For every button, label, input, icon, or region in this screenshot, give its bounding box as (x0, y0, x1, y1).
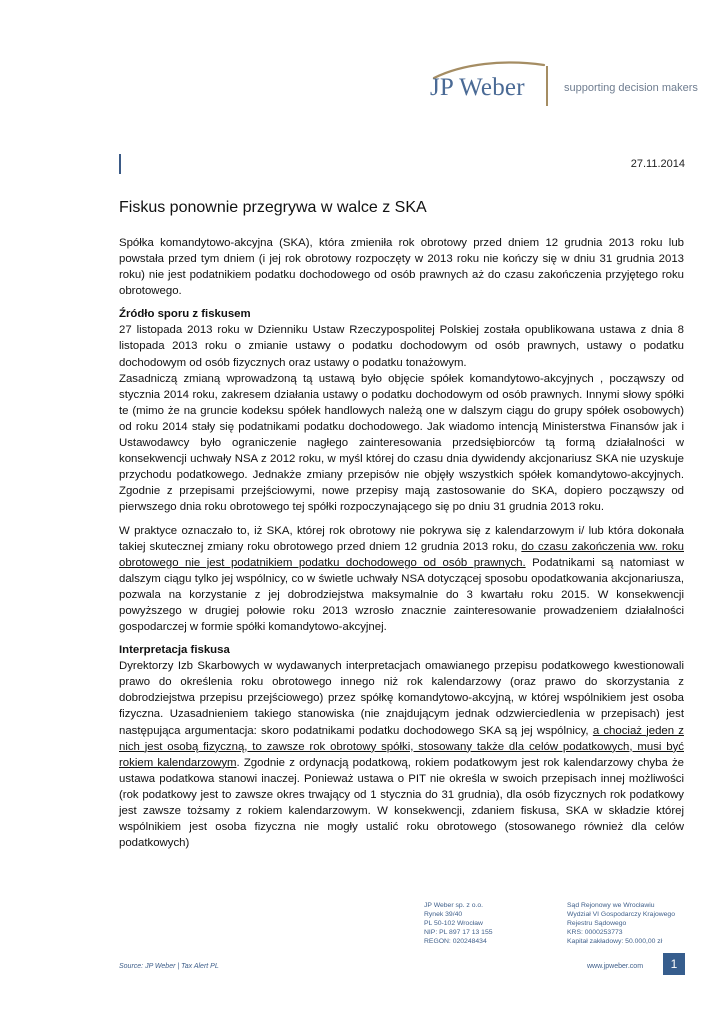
footer-company-line: REGON: 020248434 (424, 937, 487, 945)
footer-court-line: Sąd Rejonowy we Wrocławiu (567, 902, 655, 909)
interpretation-text-start: Dyrektorzy Izb Skarbowych w wydawanych interpretacjach omawianego przepisu podatkowego kwestionowali prawo do określenia roku obrotowego innego niż rok kalendarzowy (oraz prawo do skorzystania z dobrodziejstwa przepisu przejściowego) przez spółkę komandytowo-akcyjną, w której wspólnikiem jest osoba fizyczna. Uzasadnieniem takiego stanowiska (nie znajdującym jednak odzwierciedlenia w przepisach) jest następująca argumentacja: skoro podatnikami podatku dochodowego SKA są jej wspólnicy, (119, 660, 684, 737)
interpretation-paragraph (119, 658, 684, 851)
footer-website-link[interactable]: www.jpweber.com (587, 963, 644, 970)
jp-weber-logo (428, 58, 698, 114)
practice-text-end: Podatnikami są natomiast w dalszym ciągu tylko jej wspólnicy, co w świetle uchwały NSA dotyczącej sposobu opodatkowania akcjonariusza, pozwala na korzystanie z jej dobrodziejstwa maksymalnie do 3 kwartału roku 2015. W konsekwencji powyższego w drugiej połowie roku 2013 wzrosło znacznie zainteresowanie prowadzeniem działalności gospodarczej w formie spółki komandytowo-akcyjnej. (119, 556, 684, 634)
footer-company-line: Rynek 39/40 (424, 910, 463, 918)
footer-court-line: KRS: 0000253773 (567, 928, 623, 936)
page-number-badge: 1 (663, 953, 685, 975)
interpretation-underlined-text: a chociaż jeden z nich jest osobą fizyczną, to zawsze rok obrotowy spółki, stosowany także dla celów podatkowych, musi być rokiem kalendarzowym (119, 724, 684, 769)
footer-company-line: NIP: PL 897 17 13 155 (424, 928, 493, 936)
section1-paragraph-1: 27 listopada 2013 roku w Dzienniku Ustaw Rzeczypospolitej Polskiej została opublikowana ustawa z dnia 8 listopada 2013 roku o zmianie ustawy o podatku dochodowym od osób prawnych, ustawy o podatku dochodowym od osób fizycznych oraz ustawy o podatku tonażowym. (119, 324, 684, 369)
interpretation-text-end: . Zgodnie z ordynacją podatkową, rokiem podatkowym jest rok kalendarzowy chyba że ustawa podatkowa stanowi inaczej. Ponieważ ustawa o PIT nie określa w swoich przepisach innej możliwości (rok podatkowy jest to zawsze okres trwający od 1 stycznia do 31 grudnia), dla osób fizycznych rok podatkowy jest zawsze tożsamy z rokiem kalendarzowym. W konsekwencji, zdaniem fiskusa, SKA w składzie której wspólnikiem jest osoba fizyczna nie mogły ustalić roku obrotowego (stosowanego również dla celów podatkowych) (119, 756, 684, 850)
date-marker-bar (119, 154, 121, 174)
footer-court-line: Kapitał zakładowy: 50.000,00 zł (567, 937, 663, 945)
section1-paragraph-2: Zasadniczą zmianą wprowadzoną tą ustawą było objęcie spółek komandytowo-akcyjnych , począwszy od stycznia 2014 roku, zakresem działania ustawy o podatku dochodowym od osób prawnych. Innymi słowy spółki te (mimo że na gruncie kodeksu spółek handlowych należą one w dalszym ciągu do grupy spółek osobowych) od roku 2014 stały się podatnikami podatku dochodowego. Jak wiadomo intencją Ministerstwa Finansów jak i Ustawodawcy było ograniczenie nagłego zainteresowania przedsiębiorców tą formą działalności w konsekwencji uchwały NSA z 2012 roku, w myśl której do czasu dnia dywidendy akcjonariusz SKA nie uzyskuje przychodu podatkowego. Jednakże zmiany przepisów nie objęły wszystkich spółek komandytowo-akcyjnych. Zgodnie z przepisami przejściowymi, nowe przepisy mają zastosowanie do SKA, dopiero począwszy od pierwszego dnia roku obrotowego tej spółki rozpoczynającego się po dniu 31 grudnia 2013 roku. (119, 372, 684, 514)
intro-paragraph: Spółka komandytowo-akcyjna (SKA), która zmieniła rok obrotowy przed dniem 12 grudnia 2013 roku lub powstała przed tym dniem (i jej rok obrotowy rozpoczęty w 2013 roku nie kończy się w dniu 31 grudnia 2013 roku) nie jest podatnikiem podatku dochodowego od osób prawnych aż do czasu zakończenia przyjętego roku obrotowego. (119, 237, 684, 298)
practice-underlined-text: do czasu zakończenia ww. roku obrotowego nie jest podatnikiem podatku dochodowego od osób prawnych. (119, 540, 684, 569)
section-heading-tax-interpretation: Interpretacja fiskusa (119, 644, 230, 657)
footer-company-address (424, 902, 493, 947)
logo-tagline: supporting decision makers (564, 82, 698, 94)
logo-brand-text: JP Weber (430, 74, 525, 101)
footer-court-line: Wydział VI Gospodarczy Krajowego (567, 910, 675, 918)
section-heading-source-of-dispute: Źródło sporu z fiskusem (119, 308, 251, 321)
footer-company-line: PL 50-102 Wrocław (424, 919, 483, 927)
practice-paragraph (119, 523, 684, 636)
footer-company-line: JP Weber sp. z o.o. (424, 902, 484, 909)
document-body (119, 235, 684, 858)
logo-divider (546, 66, 548, 106)
footer-source: Source: JP Weber | Tax Alert PL (119, 963, 219, 970)
document-title: Fiskus ponownie przegrywa w walce z SKA (119, 199, 427, 216)
document-date: 27.11.2014 (630, 158, 685, 170)
practice-text-start: W praktyce oznaczało to, iż SKA, której rok obrotowy nie pokrywa się z kalendarzowym i/ lub która dokonała takiej skutecznej zmiany roku obrotowego przed dniem 12 grudnia 2013 roku, (119, 524, 684, 553)
footer-court-line: Rejestru Sądowego (567, 919, 627, 927)
footer-court-registration (567, 902, 675, 947)
